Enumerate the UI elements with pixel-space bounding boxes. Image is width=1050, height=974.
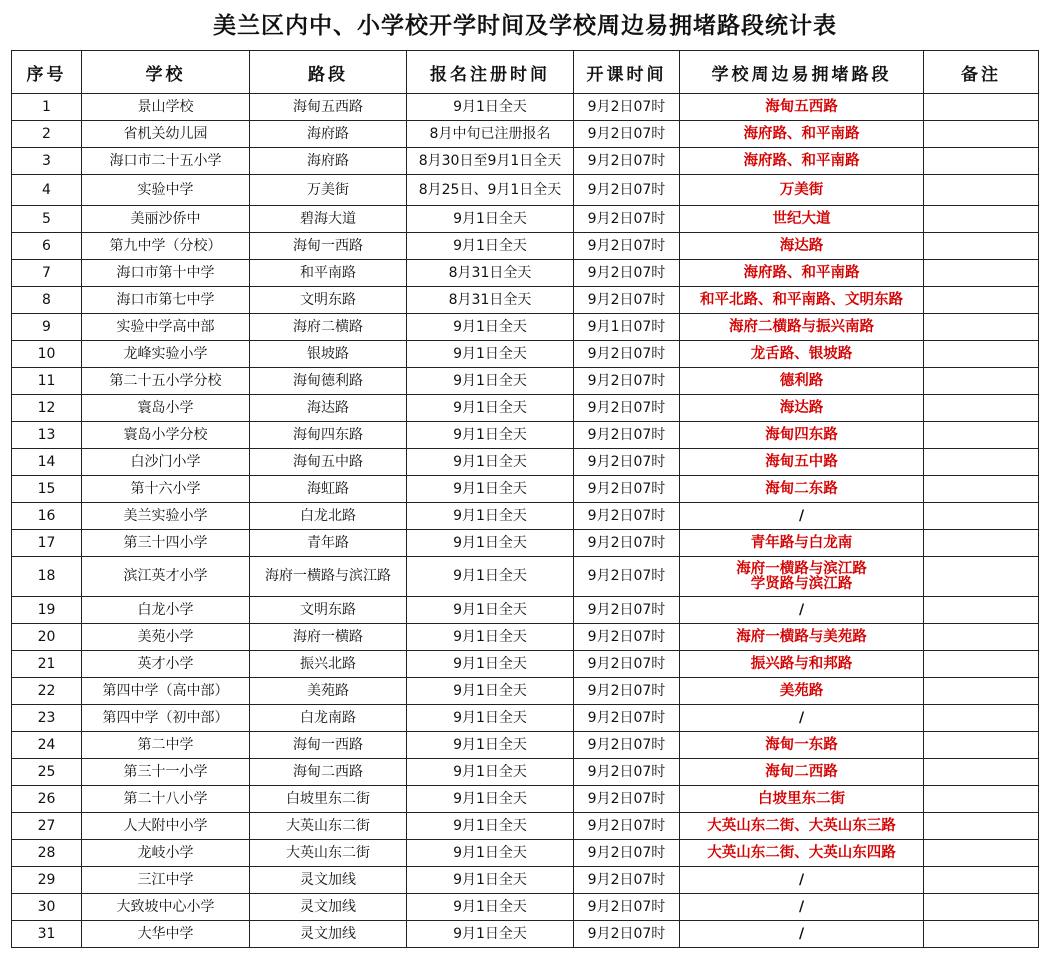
congestion-line: 龙舌路、银坡路 bbox=[750, 345, 853, 362]
cell-no: 9 bbox=[12, 314, 82, 341]
cell-note bbox=[924, 705, 1039, 732]
cell-school: 海口市二十五小学 bbox=[82, 148, 250, 175]
table-row bbox=[12, 121, 1039, 148]
cell-register-time: 9月1日全天 bbox=[407, 476, 574, 503]
congestion-line: / bbox=[798, 898, 805, 915]
cell-congestion bbox=[680, 476, 924, 503]
cell-road: 青年路 bbox=[250, 530, 407, 557]
cell-register-time: 9月1日全天 bbox=[407, 867, 574, 894]
table-row bbox=[12, 530, 1039, 557]
cell-road: 海府一横路 bbox=[250, 624, 407, 651]
cell-road: 碧海大道 bbox=[250, 206, 407, 233]
cell-school: 实验中学高中部 bbox=[82, 314, 250, 341]
table-row bbox=[12, 476, 1039, 503]
cell-school: 寰岛小学分校 bbox=[82, 422, 250, 449]
congestion-line: 大英山东二街、大英山东三路 bbox=[707, 817, 896, 834]
table-row bbox=[12, 786, 1039, 813]
page-title: 美兰区内中、小学校开学时间及学校周边易拥堵路段统计表 bbox=[213, 12, 837, 39]
table-row bbox=[12, 260, 1039, 287]
cell-road: 灵文加线 bbox=[250, 921, 407, 948]
cell-class-start: 9月2日07时 bbox=[574, 530, 680, 557]
cell-class-start: 9月2日07时 bbox=[574, 206, 680, 233]
header-class-start: 开课时间 bbox=[574, 51, 680, 94]
cell-road: 海甸德利路 bbox=[250, 368, 407, 395]
cell-note bbox=[924, 449, 1039, 476]
cell-road: 海府二横路 bbox=[250, 314, 407, 341]
cell-register-time: 9月1日全天 bbox=[407, 759, 574, 786]
cell-road: 振兴北路 bbox=[250, 651, 407, 678]
cell-note bbox=[924, 121, 1039, 148]
cell-road: 白龙南路 bbox=[250, 705, 407, 732]
cell-register-time: 9月1日全天 bbox=[407, 206, 574, 233]
cell-no: 21 bbox=[12, 651, 82, 678]
congestion-line: 海甸二东路 bbox=[765, 480, 838, 497]
cell-congestion bbox=[680, 148, 924, 175]
cell-register-time: 9月1日全天 bbox=[407, 921, 574, 948]
cell-road: 海甸一西路 bbox=[250, 233, 407, 260]
cell-no: 7 bbox=[12, 260, 82, 287]
cell-school: 美苑小学 bbox=[82, 624, 250, 651]
cell-no: 6 bbox=[12, 233, 82, 260]
table-row bbox=[12, 368, 1039, 395]
congestion-line: 海府路、和平南路 bbox=[743, 152, 860, 169]
cell-road: 海甸五西路 bbox=[250, 94, 407, 121]
cell-congestion bbox=[680, 840, 924, 867]
congestion-line: / bbox=[798, 871, 805, 888]
cell-road: 和平南路 bbox=[250, 260, 407, 287]
cell-no: 11 bbox=[12, 368, 82, 395]
table-row bbox=[12, 624, 1039, 651]
cell-road: 美苑路 bbox=[250, 678, 407, 705]
cell-class-start: 9月2日07时 bbox=[574, 121, 680, 148]
header-road: 路段 bbox=[250, 51, 407, 94]
cell-congestion bbox=[680, 705, 924, 732]
cell-school: 龙岐小学 bbox=[82, 840, 250, 867]
cell-note bbox=[924, 597, 1039, 624]
cell-no: 13 bbox=[12, 422, 82, 449]
congestion-line: 海甸二西路 bbox=[765, 763, 838, 780]
table-row bbox=[12, 287, 1039, 314]
cell-road: 白坡里东二街 bbox=[250, 786, 407, 813]
cell-note bbox=[924, 94, 1039, 121]
table-row bbox=[12, 678, 1039, 705]
cell-note bbox=[924, 368, 1039, 395]
cell-note bbox=[924, 395, 1039, 422]
table-row bbox=[12, 94, 1039, 121]
table-row bbox=[12, 557, 1039, 597]
cell-road: 海达路 bbox=[250, 395, 407, 422]
congestion-line: 美苑路 bbox=[779, 682, 824, 699]
cell-road: 灵文加线 bbox=[250, 867, 407, 894]
cell-class-start: 9月2日07时 bbox=[574, 503, 680, 530]
cell-no: 18 bbox=[12, 557, 82, 597]
cell-no: 5 bbox=[12, 206, 82, 233]
cell-road: 海甸一西路 bbox=[250, 732, 407, 759]
congestion-line: 振兴路与和邦路 bbox=[750, 655, 853, 672]
congestion-line: 白坡里东二街 bbox=[758, 790, 845, 807]
congestion-line: 海府一横路与美苑路 bbox=[736, 628, 867, 645]
congestion-line: / bbox=[798, 507, 805, 524]
congestion-line: 海达路 bbox=[779, 237, 824, 254]
cell-register-time: 8月30日至9月1日全天 bbox=[407, 148, 574, 175]
cell-class-start: 9月2日07时 bbox=[574, 233, 680, 260]
cell-congestion bbox=[680, 530, 924, 557]
table-row bbox=[12, 422, 1039, 449]
cell-no: 29 bbox=[12, 867, 82, 894]
cell-road: 海甸五中路 bbox=[250, 449, 407, 476]
cell-congestion bbox=[680, 557, 924, 597]
cell-no: 23 bbox=[12, 705, 82, 732]
cell-congestion bbox=[680, 597, 924, 624]
cell-school: 第十六小学 bbox=[82, 476, 250, 503]
congestion-line: 海达路 bbox=[779, 399, 824, 416]
cell-register-time: 8月31日全天 bbox=[407, 287, 574, 314]
cell-road: 海虹路 bbox=[250, 476, 407, 503]
cell-congestion bbox=[680, 121, 924, 148]
table-row bbox=[12, 732, 1039, 759]
cell-school: 寰岛小学 bbox=[82, 395, 250, 422]
cell-school: 英才小学 bbox=[82, 651, 250, 678]
cell-note bbox=[924, 476, 1039, 503]
cell-note bbox=[924, 624, 1039, 651]
cell-note bbox=[924, 503, 1039, 530]
cell-note bbox=[924, 759, 1039, 786]
congestion-line: 海府路、和平南路 bbox=[743, 264, 860, 281]
cell-note bbox=[924, 287, 1039, 314]
table-row bbox=[12, 813, 1039, 840]
cell-school: 大致坡中心小学 bbox=[82, 894, 250, 921]
cell-congestion bbox=[680, 175, 924, 206]
congestion-line: 海府路、和平南路 bbox=[743, 125, 860, 142]
cell-no: 25 bbox=[12, 759, 82, 786]
cell-congestion bbox=[680, 368, 924, 395]
cell-note bbox=[924, 530, 1039, 557]
congestion-line: 万美街 bbox=[779, 181, 824, 198]
cell-class-start: 9月2日07时 bbox=[574, 867, 680, 894]
cell-class-start: 9月2日07时 bbox=[574, 422, 680, 449]
cell-school: 第二十五小学分校 bbox=[82, 368, 250, 395]
cell-congestion bbox=[680, 94, 924, 121]
header-row bbox=[12, 51, 1039, 94]
cell-register-time: 9月1日全天 bbox=[407, 678, 574, 705]
cell-no: 2 bbox=[12, 121, 82, 148]
cell-register-time: 9月1日全天 bbox=[407, 840, 574, 867]
table-body bbox=[12, 94, 1039, 948]
cell-note bbox=[924, 175, 1039, 206]
cell-class-start: 9月2日07时 bbox=[574, 813, 680, 840]
cell-note bbox=[924, 206, 1039, 233]
cell-no: 15 bbox=[12, 476, 82, 503]
cell-class-start: 9月2日07时 bbox=[574, 786, 680, 813]
cell-no: 4 bbox=[12, 175, 82, 206]
table-row bbox=[12, 840, 1039, 867]
table-row bbox=[12, 503, 1039, 530]
cell-congestion bbox=[680, 233, 924, 260]
congestion-line: 大英山东二街、大英山东四路 bbox=[707, 844, 896, 861]
cell-note bbox=[924, 732, 1039, 759]
cell-class-start: 9月2日07时 bbox=[574, 651, 680, 678]
cell-no: 1 bbox=[12, 94, 82, 121]
cell-school: 白沙门小学 bbox=[82, 449, 250, 476]
cell-register-time: 8月25日、9月1日全天 bbox=[407, 175, 574, 206]
cell-register-time: 8月31日全天 bbox=[407, 260, 574, 287]
cell-congestion bbox=[680, 624, 924, 651]
cell-class-start: 9月2日07时 bbox=[574, 476, 680, 503]
cell-register-time: 9月1日全天 bbox=[407, 894, 574, 921]
congestion-line: / bbox=[798, 601, 805, 618]
cell-school: 滨江英才小学 bbox=[82, 557, 250, 597]
cell-school: 白龙小学 bbox=[82, 597, 250, 624]
cell-register-time: 9月1日全天 bbox=[407, 597, 574, 624]
cell-register-time: 9月1日全天 bbox=[407, 786, 574, 813]
cell-road: 万美街 bbox=[250, 175, 407, 206]
cell-register-time: 8月中旬已注册报名 bbox=[407, 121, 574, 148]
cell-congestion bbox=[680, 449, 924, 476]
cell-congestion bbox=[680, 759, 924, 786]
cell-school: 景山学校 bbox=[82, 94, 250, 121]
cell-register-time: 9月1日全天 bbox=[407, 341, 574, 368]
header-school: 学校 bbox=[82, 51, 250, 94]
cell-note bbox=[924, 422, 1039, 449]
header-no: 序号 bbox=[12, 51, 82, 94]
cell-school: 大华中学 bbox=[82, 921, 250, 948]
cell-note bbox=[924, 867, 1039, 894]
cell-congestion bbox=[680, 314, 924, 341]
cell-class-start: 9月2日07时 bbox=[574, 395, 680, 422]
cell-note bbox=[924, 786, 1039, 813]
table-row bbox=[12, 341, 1039, 368]
cell-congestion bbox=[680, 422, 924, 449]
table-row bbox=[12, 206, 1039, 233]
cell-no: 3 bbox=[12, 148, 82, 175]
congestion-line: 和平北路、和平南路、文明东路 bbox=[700, 291, 903, 308]
cell-school: 实验中学 bbox=[82, 175, 250, 206]
cell-congestion bbox=[680, 260, 924, 287]
cell-road: 文明东路 bbox=[250, 287, 407, 314]
cell-no: 28 bbox=[12, 840, 82, 867]
cell-register-time: 9月1日全天 bbox=[407, 449, 574, 476]
cell-class-start: 9月2日07时 bbox=[574, 921, 680, 948]
cell-road: 海府一横路与滨江路 bbox=[250, 557, 407, 597]
cell-register-time: 9月1日全天 bbox=[407, 732, 574, 759]
cell-register-time: 9月1日全天 bbox=[407, 422, 574, 449]
table-row bbox=[12, 759, 1039, 786]
cell-register-time: 9月1日全天 bbox=[407, 503, 574, 530]
cell-school: 第三十一小学 bbox=[82, 759, 250, 786]
cell-register-time: 9月1日全天 bbox=[407, 651, 574, 678]
cell-road: 灵文加线 bbox=[250, 894, 407, 921]
cell-class-start: 9月2日07时 bbox=[574, 341, 680, 368]
congestion-line: 海甸四东路 bbox=[765, 426, 838, 443]
cell-congestion bbox=[680, 651, 924, 678]
cell-no: 14 bbox=[12, 449, 82, 476]
congestion-line: 世纪大道 bbox=[772, 210, 831, 227]
table-row bbox=[12, 894, 1039, 921]
cell-class-start: 9月2日07时 bbox=[574, 94, 680, 121]
cell-register-time: 9月1日全天 bbox=[407, 530, 574, 557]
cell-congestion bbox=[680, 867, 924, 894]
table-row bbox=[12, 395, 1039, 422]
cell-congestion bbox=[680, 786, 924, 813]
cell-congestion bbox=[680, 678, 924, 705]
cell-no: 16 bbox=[12, 503, 82, 530]
cell-school: 海口市第十中学 bbox=[82, 260, 250, 287]
cell-road: 海府路 bbox=[250, 121, 407, 148]
cell-register-time: 9月1日全天 bbox=[407, 94, 574, 121]
cell-no: 22 bbox=[12, 678, 82, 705]
cell-school: 美兰实验小学 bbox=[82, 503, 250, 530]
table-row bbox=[12, 175, 1039, 206]
cell-congestion bbox=[680, 287, 924, 314]
cell-note bbox=[924, 921, 1039, 948]
cell-school: 人大附中小学 bbox=[82, 813, 250, 840]
cell-class-start: 9月2日07时 bbox=[574, 260, 680, 287]
cell-school: 三江中学 bbox=[82, 867, 250, 894]
table-row bbox=[12, 314, 1039, 341]
cell-register-time: 9月1日全天 bbox=[407, 368, 574, 395]
cell-congestion bbox=[680, 921, 924, 948]
cell-note bbox=[924, 341, 1039, 368]
cell-school: 第四中学（高中部） bbox=[82, 678, 250, 705]
cell-road: 大英山东二街 bbox=[250, 813, 407, 840]
cell-congestion bbox=[680, 341, 924, 368]
cell-school: 第三十四小学 bbox=[82, 530, 250, 557]
cell-class-start: 9月2日07时 bbox=[574, 557, 680, 597]
cell-no: 17 bbox=[12, 530, 82, 557]
cell-note bbox=[924, 148, 1039, 175]
cell-note bbox=[924, 894, 1039, 921]
cell-class-start: 9月2日07时 bbox=[574, 597, 680, 624]
cell-note bbox=[924, 233, 1039, 260]
cell-school: 第九中学（分校） bbox=[82, 233, 250, 260]
cell-no: 20 bbox=[12, 624, 82, 651]
cell-class-start: 9月2日07时 bbox=[574, 368, 680, 395]
cell-note bbox=[924, 678, 1039, 705]
cell-class-start: 9月2日07时 bbox=[574, 705, 680, 732]
cell-register-time: 9月1日全天 bbox=[407, 705, 574, 732]
cell-road: 海甸二西路 bbox=[250, 759, 407, 786]
cell-school: 龙峰实验小学 bbox=[82, 341, 250, 368]
cell-school: 第二十八小学 bbox=[82, 786, 250, 813]
cell-class-start: 9月2日07时 bbox=[574, 287, 680, 314]
cell-note bbox=[924, 314, 1039, 341]
cell-class-start: 9月2日07时 bbox=[574, 894, 680, 921]
header-congestion: 学校周边易拥堵路段 bbox=[680, 51, 924, 94]
cell-register-time: 9月1日全天 bbox=[407, 314, 574, 341]
congestion-line: 海府二横路与振兴南路 bbox=[729, 318, 874, 335]
cell-no: 8 bbox=[12, 287, 82, 314]
table-row bbox=[12, 233, 1039, 260]
cell-class-start: 9月2日07时 bbox=[574, 840, 680, 867]
congestion-line: 海甸五西路 bbox=[765, 98, 838, 115]
cell-road: 海府路 bbox=[250, 148, 407, 175]
cell-congestion bbox=[680, 206, 924, 233]
cell-road: 白龙北路 bbox=[250, 503, 407, 530]
cell-congestion bbox=[680, 503, 924, 530]
congestion-line: 学贤路与滨江路 bbox=[750, 575, 853, 592]
cell-class-start: 9月2日07时 bbox=[574, 732, 680, 759]
congestion-line: 德利路 bbox=[779, 372, 824, 389]
cell-road: 大英山东二街 bbox=[250, 840, 407, 867]
cell-school: 第二中学 bbox=[82, 732, 250, 759]
cell-congestion bbox=[680, 732, 924, 759]
cell-class-start: 9月2日07时 bbox=[574, 148, 680, 175]
cell-class-start: 9月2日07时 bbox=[574, 175, 680, 206]
cell-register-time: 9月1日全天 bbox=[407, 624, 574, 651]
cell-congestion bbox=[680, 395, 924, 422]
cell-note bbox=[924, 557, 1039, 597]
header-register-time: 报名注册时间 bbox=[407, 51, 574, 94]
congestion-line: / bbox=[798, 925, 805, 942]
cell-class-start: 9月2日07时 bbox=[574, 449, 680, 476]
table-row bbox=[12, 921, 1039, 948]
cell-note bbox=[924, 651, 1039, 678]
cell-school: 海口市第七中学 bbox=[82, 287, 250, 314]
congestion-line: / bbox=[798, 709, 805, 726]
table-row bbox=[12, 597, 1039, 624]
cell-congestion bbox=[680, 813, 924, 840]
cell-class-start: 9月2日07时 bbox=[574, 759, 680, 786]
cell-class-start: 9月2日07时 bbox=[574, 678, 680, 705]
cell-register-time: 9月1日全天 bbox=[407, 813, 574, 840]
cell-note bbox=[924, 840, 1039, 867]
congestion-line: 海甸一东路 bbox=[765, 736, 838, 753]
cell-no: 27 bbox=[12, 813, 82, 840]
cell-no: 10 bbox=[12, 341, 82, 368]
table-row bbox=[12, 867, 1039, 894]
cell-class-start: 9月2日07时 bbox=[574, 624, 680, 651]
cell-school: 省机关幼儿园 bbox=[82, 121, 250, 148]
table-row bbox=[12, 449, 1039, 476]
table-row bbox=[12, 148, 1039, 175]
cell-school: 美丽沙侨中 bbox=[82, 206, 250, 233]
cell-no: 26 bbox=[12, 786, 82, 813]
cell-register-time: 9月1日全天 bbox=[407, 233, 574, 260]
table-row bbox=[12, 705, 1039, 732]
cell-note bbox=[924, 813, 1039, 840]
schedule-table bbox=[11, 50, 1039, 948]
cell-road: 海甸四东路 bbox=[250, 422, 407, 449]
cell-road: 文明东路 bbox=[250, 597, 407, 624]
cell-register-time: 9月1日全天 bbox=[407, 395, 574, 422]
header-note: 备注 bbox=[924, 51, 1039, 94]
cell-no: 19 bbox=[12, 597, 82, 624]
congestion-line: 海甸五中路 bbox=[765, 453, 838, 470]
table-row bbox=[12, 651, 1039, 678]
cell-road: 银坡路 bbox=[250, 341, 407, 368]
congestion-line: 青年路与白龙南 bbox=[750, 534, 853, 551]
congestion-line: 海府一横路与滨江路 bbox=[736, 560, 867, 577]
cell-no: 31 bbox=[12, 921, 82, 948]
cell-congestion bbox=[680, 894, 924, 921]
cell-no: 12 bbox=[12, 395, 82, 422]
cell-register-time: 9月1日全天 bbox=[407, 557, 574, 597]
cell-no: 30 bbox=[12, 894, 82, 921]
cell-no: 24 bbox=[12, 732, 82, 759]
cell-class-start: 9月1日07时 bbox=[574, 314, 680, 341]
cell-school: 第四中学（初中部） bbox=[82, 705, 250, 732]
cell-note bbox=[924, 260, 1039, 287]
